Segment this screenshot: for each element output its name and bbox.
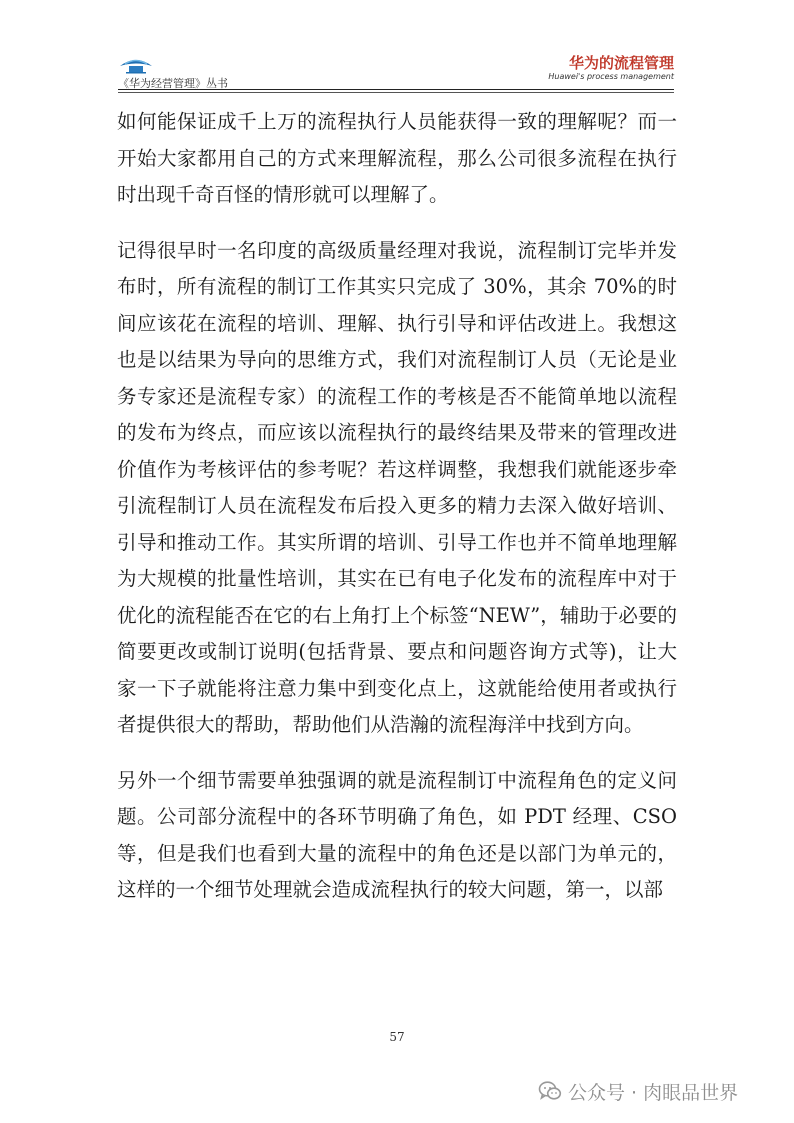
brand-block (548, 54, 674, 82)
wechat-icon (538, 1080, 562, 1102)
series-title: 《华为经营管理》丛书 (118, 77, 228, 90)
brand-title: 华为的流程管理 (568, 54, 674, 72)
header-divider-thin (118, 92, 674, 93)
pagoda-roof-logo-icon (118, 52, 154, 74)
page-number: 57 (389, 1030, 405, 1044)
page-header (118, 44, 674, 92)
header-divider (118, 89, 674, 90)
brand-subtitle: Huawei's process management (548, 72, 674, 81)
paragraph-2: 记得很早时一名印度的高级质量经理对我说，流程制订完毕并发布时，所有流程的制订工作其实只完成了 30%，其余 70%的时间应该花在流程的培训、理解、执行引导和评估改进上。我想这也是以结果为导向的思维方式，我们对流程制订人员（无论是业务专家还是流程专家）的流程工作的考核是否不能简单地以流程的发布为终点，而应该以流程执行的最终结果及带来的管理改进价值作为考核评估的参考呢？若这样调整，我想我们就能逐步牵引流程制订人员在流程发布后投入更多的精力去深入做好培训、引导和推动工作。其实所谓的培训、引导工作也并不简单地理解为大规模的批量性培训，其实在已有电子化发布的流程库中对于优化的流程能否在它的右上角打上个标签“NEW”，辅助于必要的简要更改或制订说明(包括背景、要点和问题咨询方式等)，让大家一下子就能将注意力集中到变化点上，这就能给使用者或执行者提供很大的帮助，帮助他们从浩瀚的流程海洋中找到方向。 (117, 238, 677, 736)
paragraph-3: 另外一个细节需要单独强调的就是流程制订中流程角色的定义问题。公司部分流程中的各环节明确了角色，如 PDT 经理、CSO 等，但是我们也看到大量的流程中的角色还是以部门为单元的，这样的一个细节处理就会造成流程执行的较大问题，第一，以部 (117, 768, 677, 901)
page-body (117, 104, 677, 909)
watermark-text: 公众号 · 肉眼品世界 (568, 1081, 739, 1104)
paragraph-1: 如何能保证成千上万的流程执行人员能获得一致的理解呢？而一开始大家都用自己的方式来理解流程，那么公司很多流程在执行时出现千奇百怪的情形就可以理解了。 (117, 110, 677, 206)
watermark (538, 1078, 738, 1104)
